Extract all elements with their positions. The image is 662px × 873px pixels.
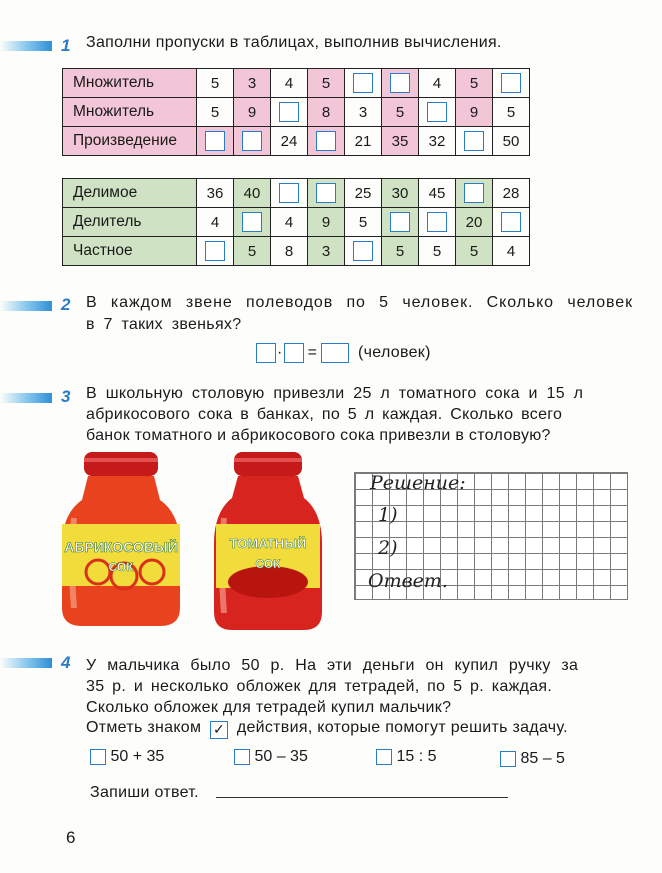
option-checkbox[interactable] [376, 749, 392, 765]
value-cell: 28 [493, 179, 530, 208]
answer-box[interactable] [279, 183, 299, 203]
value-cell: 5 [382, 98, 419, 127]
blank-cell[interactable] [271, 98, 308, 127]
blank-cell[interactable] [419, 98, 456, 127]
value-cell: 4 [271, 208, 308, 237]
apricot-juice-jar-illustration [60, 448, 182, 630]
answer-box[interactable] [316, 183, 336, 203]
table-row [63, 69, 530, 98]
jar-1-label: АБРИКОСОВЫЙ [64, 539, 178, 555]
answer-box[interactable] [353, 241, 373, 261]
table-row [63, 208, 530, 237]
value-cell: 5 [197, 98, 234, 127]
value-cell: 25 [345, 179, 382, 208]
value-cell: 32 [419, 127, 456, 156]
blank-cell[interactable] [493, 208, 530, 237]
task-1-text: Заполни пропуски в таблицах, выполнив вычисления. [86, 34, 502, 51]
task-4-line-3: Сколько обложек для тетрадей купил мальчик? [86, 699, 452, 716]
instruction-prefix: Отметь знаком [86, 719, 202, 736]
answer-box[interactable] [390, 212, 410, 232]
answer-box[interactable] [284, 343, 304, 363]
task-marker-stripe [0, 301, 52, 311]
solution-title: Решение: [370, 472, 466, 494]
answer-box[interactable] [464, 131, 484, 151]
blank-cell[interactable] [456, 127, 493, 156]
row-label: Множитель [63, 69, 197, 98]
table-row [63, 98, 530, 127]
row-label: Делитель [63, 208, 197, 237]
table-row [63, 127, 530, 156]
answer-prompt: Запиши ответ. [90, 784, 199, 801]
blank-cell[interactable] [197, 127, 234, 156]
row-label: Делимое [63, 179, 197, 208]
value-cell: 9 [234, 98, 271, 127]
value-cell: 5 [419, 237, 456, 266]
value-cell: 5 [308, 69, 345, 98]
option-checkbox[interactable] [234, 749, 250, 765]
blank-cell[interactable] [197, 237, 234, 266]
value-cell: 9 [308, 208, 345, 237]
value-cell: 5 [234, 237, 271, 266]
answer-box[interactable] [501, 73, 521, 93]
value-cell: 5 [456, 69, 493, 98]
answer-box[interactable] [205, 131, 225, 151]
answer-box[interactable] [464, 183, 484, 203]
table-row [63, 179, 530, 208]
value-cell: 5 [456, 237, 493, 266]
value-cell: 30 [382, 179, 419, 208]
option-4[interactable]: 85 – 5 [500, 750, 565, 768]
value-cell: 50 [493, 127, 530, 156]
value-cell: 5 [493, 98, 530, 127]
value-cell: 36 [197, 179, 234, 208]
blank-cell[interactable] [345, 237, 382, 266]
task-1-number: 1 [61, 36, 71, 55]
value-cell: 45 [419, 179, 456, 208]
task-3-line-1: В школьную столовую привезли 25 л томатного сока и 15 л [86, 385, 584, 402]
value-cell: 24 [271, 127, 308, 156]
equals-sign: = [307, 344, 318, 361]
blank-cell[interactable] [234, 208, 271, 237]
task-3-line-3: банок томатного и абрикосового сока привезли в столовую? [86, 427, 551, 444]
task-4-instruction [86, 717, 568, 739]
row-label: Частное [63, 237, 197, 266]
task-4-number: 4 [61, 653, 71, 672]
answer-box[interactable] [242, 131, 262, 151]
answer-box[interactable] [279, 102, 299, 122]
value-cell: 3 [345, 98, 382, 127]
solution-step-1: 1) [378, 504, 398, 526]
answer-box[interactable] [427, 212, 447, 232]
task-marker-stripe [0, 393, 52, 403]
answer-box[interactable] [353, 73, 373, 93]
value-cell: 4 [419, 69, 456, 98]
blank-cell[interactable] [308, 127, 345, 156]
value-cell: 5 [197, 69, 234, 98]
tomato-juice-jar-illustration [212, 448, 324, 634]
value-cell: 20 [456, 208, 493, 237]
option-3[interactable]: 15 : 5 [376, 748, 436, 766]
value-cell: 8 [271, 237, 308, 266]
value-cell: 21 [345, 127, 382, 156]
blank-cell[interactable] [345, 69, 382, 98]
blank-cell[interactable] [234, 127, 271, 156]
answer-box[interactable] [242, 212, 262, 232]
task-4-line-2: 35 р. и несколько обложек для тетрадей, по 5 р. каждая. [86, 678, 553, 695]
task-2-unit: (человек) [358, 344, 431, 361]
value-cell: 5 [382, 237, 419, 266]
task-2-line-1: В каждом звене полеводов по 5 человек. Сколько человек [86, 294, 633, 311]
task-4-line-1: У мальчика было 50 р. На эти деньги он купил ручку за [86, 657, 579, 674]
blank-cell[interactable] [271, 179, 308, 208]
task-3-number: 3 [61, 387, 71, 406]
division-table [62, 178, 530, 266]
answer-box[interactable] [390, 73, 410, 93]
value-cell: 8 [308, 98, 345, 127]
answer-box[interactable] [316, 131, 336, 151]
answer-line[interactable] [216, 797, 508, 798]
blank-cell[interactable] [308, 179, 345, 208]
value-cell: 5 [345, 208, 382, 237]
blank-cell[interactable] [382, 69, 419, 98]
value-cell: 9 [456, 98, 493, 127]
answer-box[interactable] [321, 343, 349, 363]
task-marker-stripe [0, 658, 52, 668]
option-1[interactable]: 50 + 35 [90, 748, 164, 766]
value-cell: 35 [382, 127, 419, 156]
blank-cell[interactable] [493, 69, 530, 98]
value-cell: 4 [271, 69, 308, 98]
row-label: Множитель [63, 98, 197, 127]
option-checkbox[interactable] [90, 749, 106, 765]
solution-answer-label: Ответ. [368, 570, 448, 592]
solution-step-2: 2) [378, 537, 398, 559]
page-number: 6 [66, 828, 76, 847]
value-cell: 3 [234, 69, 271, 98]
option-2[interactable]: 50 – 35 [234, 748, 308, 766]
multiply-dot: · [277, 344, 283, 361]
value-cell: 3 [308, 237, 345, 266]
answer-box[interactable] [256, 343, 276, 363]
answer-box[interactable] [427, 102, 447, 122]
task-2-equation [256, 342, 431, 363]
blank-cell[interactable] [456, 179, 493, 208]
table-row [63, 237, 530, 266]
row-label: Произведение [63, 127, 197, 156]
option-checkbox[interactable] [500, 751, 516, 767]
instruction-suffix: действия, которые помогут решить задачу. [236, 719, 568, 736]
jar-1-sub-label: СОК [108, 560, 134, 574]
answer-box[interactable] [501, 212, 521, 232]
jar-2-sub-label: СОК [255, 557, 281, 571]
blank-cell[interactable] [419, 208, 456, 237]
task-3-line-2: абрикосового сока в банках, по 5 л каждая. Сколько всего [86, 406, 563, 423]
answer-box[interactable] [205, 241, 225, 261]
value-cell: 40 [234, 179, 271, 208]
task-marker-stripe [0, 41, 52, 51]
task-2-line-2: в 7 таких звеньях? [86, 316, 242, 333]
value-cell: 4 [493, 237, 530, 266]
blank-cell[interactable] [382, 208, 419, 237]
value-cell: 4 [197, 208, 234, 237]
check-mark-icon: ✓ [210, 721, 228, 739]
task-2-number: 2 [61, 295, 71, 314]
jar-2-label: ТОМАТНЫЙ [229, 536, 307, 551]
multiplication-table [62, 68, 530, 156]
